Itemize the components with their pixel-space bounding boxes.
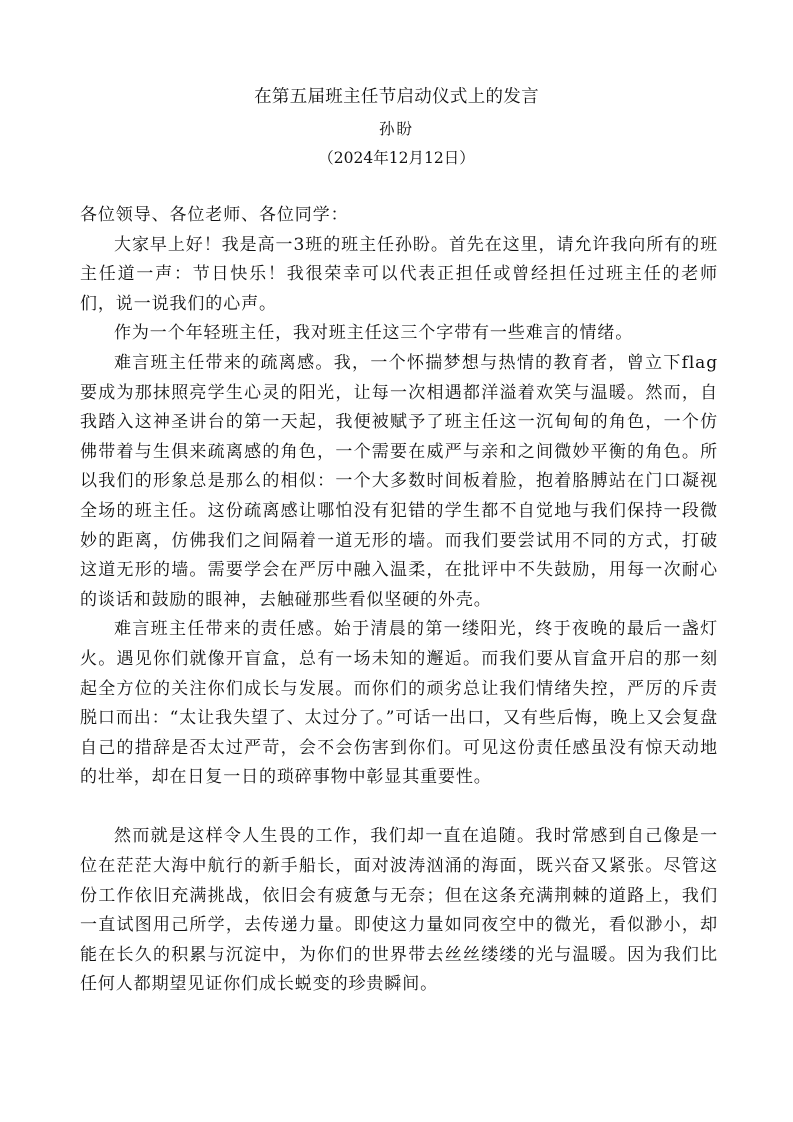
author-name: 孙盼 <box>378 120 414 138</box>
page-title: 在第五届班主任节启动仪式上的发言 <box>254 87 539 107</box>
salutation: 各位领导、各位老师、各位同学： <box>80 205 349 225</box>
paragraph-responsibility: 难言班主任带来的责任感。始于清晨的第一缕阳光，终于夜晚的最后一盏灯火。遇见你们就像开盲盒，总有一场未知的邂逅。而我们要从盲盒开启的那一刻起全方位的关注你们成长与发展。而你们的顽劣总让我们情绪失控，严厉的斥责脱口而出：“太让我失望了、太过分了。”可话一出口，又有些后悔，晚上又会复盘自己的措辞是否太过严苛，会不会伤害到你们。可见这份责任感虽没有惊天动地的壮举，却在日复一日的琐碎事物中彰显其重要性。 <box>80 619 718 788</box>
speech-body <box>80 201 718 1000</box>
paragraph-conclusion: 然而就是这样令人生畏的工作，我们却一直在追随。我时常感到自己像是一位在茫茫大海中航行的新手船长，面对波涛汹涌的海面，既兴奋又紧张。尽管这份工作依旧充满挑战，依旧会有疲惫与无奈；但在这条充满荆棘的道路上，我们一直试图用己所学，去传递力量。即使这力量如同夜空中的微光，看似渺小，却能在长久的积累与沉淀中，为你们的世界带去丝丝缕缕的光与温暖。因为我们比任何人都期望见证你们成长蜕变的珍贵瞬间。 <box>80 826 718 995</box>
paragraph-greeting: 大家早上好！我是高一3班的班主任孙盼。首先在这里，请允许我向所有的班主任道一声：节日快乐！我很荣幸可以代表正担任或曾经担任过班主任的老师们，说一说我们的心声。 <box>80 234 718 314</box>
paragraph-intro: 作为一个年轻班主任，我对班主任这三个字带有一些难言的情绪。 <box>114 323 634 344</box>
paragraph-distance: 难言班主任带来的疏离感。我，一个怀揣梦想与热情的教育者，曾立下flag要成为那抹照亮学生心灵的阳光，让每一次相遇都洋溢着欢笑与温暖。然而，自我踏入这神圣讲台的第一天起，我便被赋予了班主任这一沉甸甸的角色，一个仿佛带着与生俱来疏离感的角色，一个需要在威严与亲和之间微妙平衡的角色。所以我们的形象总是那么的相似：一个大多数时间板着脸，抱着胳膊站在门口凝视全场的班主任。这份疏离感让哪怕没有犯错的学生都不自觉地与我们保持一段微妙的距离，仿佛我们之间隔着一道无形的墙。而我们要尝试用不同的方式，打破这道无形的墙。需要学会在严厉中融入温柔，在批评中不失鼓励，用每一次耐心的谈话和鼓励的眼神，去触碰那些看似坚硬的外壳。 <box>80 352 718 610</box>
speech-date: （2024年12月12日） <box>318 149 475 167</box>
